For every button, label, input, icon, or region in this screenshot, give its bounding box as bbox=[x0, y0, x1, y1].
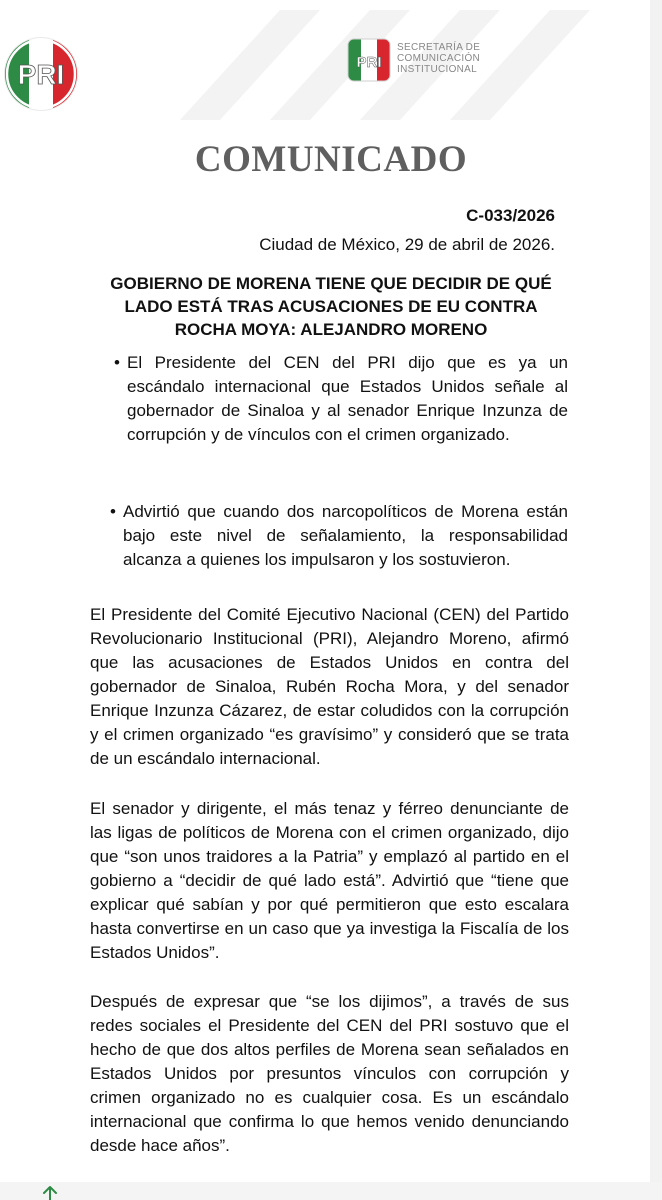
reference-number: C-033/2026 bbox=[466, 206, 555, 225]
paragraph-2: El senador y dirigente, el más tenaz y férreo denunciante de las ligas de políticos de Morena con el crimen organizado, dijo que “son unos traidores a la Patria” y emplazó al partido en el gobierno a “decidir de qué lado está”. Advirtió que “tiene que explicar qué sabían y por qué permitieron que esto escalara hasta convertirse en un caso que ya investiga la Fiscalía de los Estados Unidos”. bbox=[90, 799, 569, 962]
bullet-item-2 bbox=[110, 500, 568, 572]
secretaria-line-2: COMUNICACIÓN bbox=[397, 53, 481, 64]
pri-small-logo-icon bbox=[346, 37, 392, 83]
secretaria-line-1: SECRETARÍA DE bbox=[397, 42, 481, 53]
viewer-bottom-bar bbox=[0, 1182, 662, 1200]
pri-logo-text: PRI bbox=[17, 59, 65, 90]
document-title: COMUNICADO bbox=[194, 139, 468, 180]
pri-small-logo-text: PRI bbox=[356, 54, 382, 71]
bullet-text-2: Advirtió que cuando dos narcopolíticos de Morena están bajo este nivel de señalamiento, la responsabilidad alcanza a quienes los impulsaron y los sostuvieron. bbox=[123, 502, 568, 569]
pri-logo-icon bbox=[3, 36, 79, 112]
arrow-up-icon[interactable] bbox=[40, 1184, 60, 1200]
bullet-text-1: El Presidente del CEN del PRI dijo que es ya un escándalo internacional que Estados Unidos señale al gobernador de Sinaloa y al senador Enrique Inzunza de corrupción y de vínculos con el crimen organizado. bbox=[127, 353, 568, 444]
bullet-dot: • bbox=[114, 353, 120, 372]
headline: GOBIERNO DE MORENA TIENE QUE DECIDIR DE QUÉ LADO ESTÁ TRAS ACUSACIONES DE EU CONTRA ROCHA MOYA: ALEJANDRO MORENO bbox=[110, 274, 552, 339]
paragraph-1: El Presidente del Comité Ejecutivo Nacional (CEN) del Partido Revolucionario Institucional (PRI), Alejandro Moreno, afirmó que las acusaciones de Estados Unidos en contra del gobernador de Sinaloa, Rubén Rocha Mora, y del senador Enrique Inzunza Cázarez, de estar coludidos con la corrupción y el crimen organizado “es gravísimo” y consideró que se trata de un escándalo internacional. bbox=[90, 605, 569, 768]
bullet-item-1 bbox=[114, 351, 568, 447]
bullet-dot: • bbox=[110, 502, 116, 521]
secretaria-label bbox=[397, 42, 480, 75]
secretaria-line-3: INSTITUCIONAL bbox=[397, 64, 478, 75]
paragraph-3: Después de expresar que “se los dijimos”, a través de sus redes sociales el Presidente del CEN del PRI sostuvo que el hecho de que dos altos perfiles de Morena sean señalados en Estados Unidos por presuntos vínculos con corrupción y crimen organizado no es cualquier cosa. Es un escándalo internacional que confirma lo que hemos venido denunciando desde hace años”. bbox=[90, 992, 569, 1155]
place-date: Ciudad de México, 29 de abril de 2026. bbox=[259, 235, 555, 254]
viewer-edge bbox=[650, 0, 662, 1200]
